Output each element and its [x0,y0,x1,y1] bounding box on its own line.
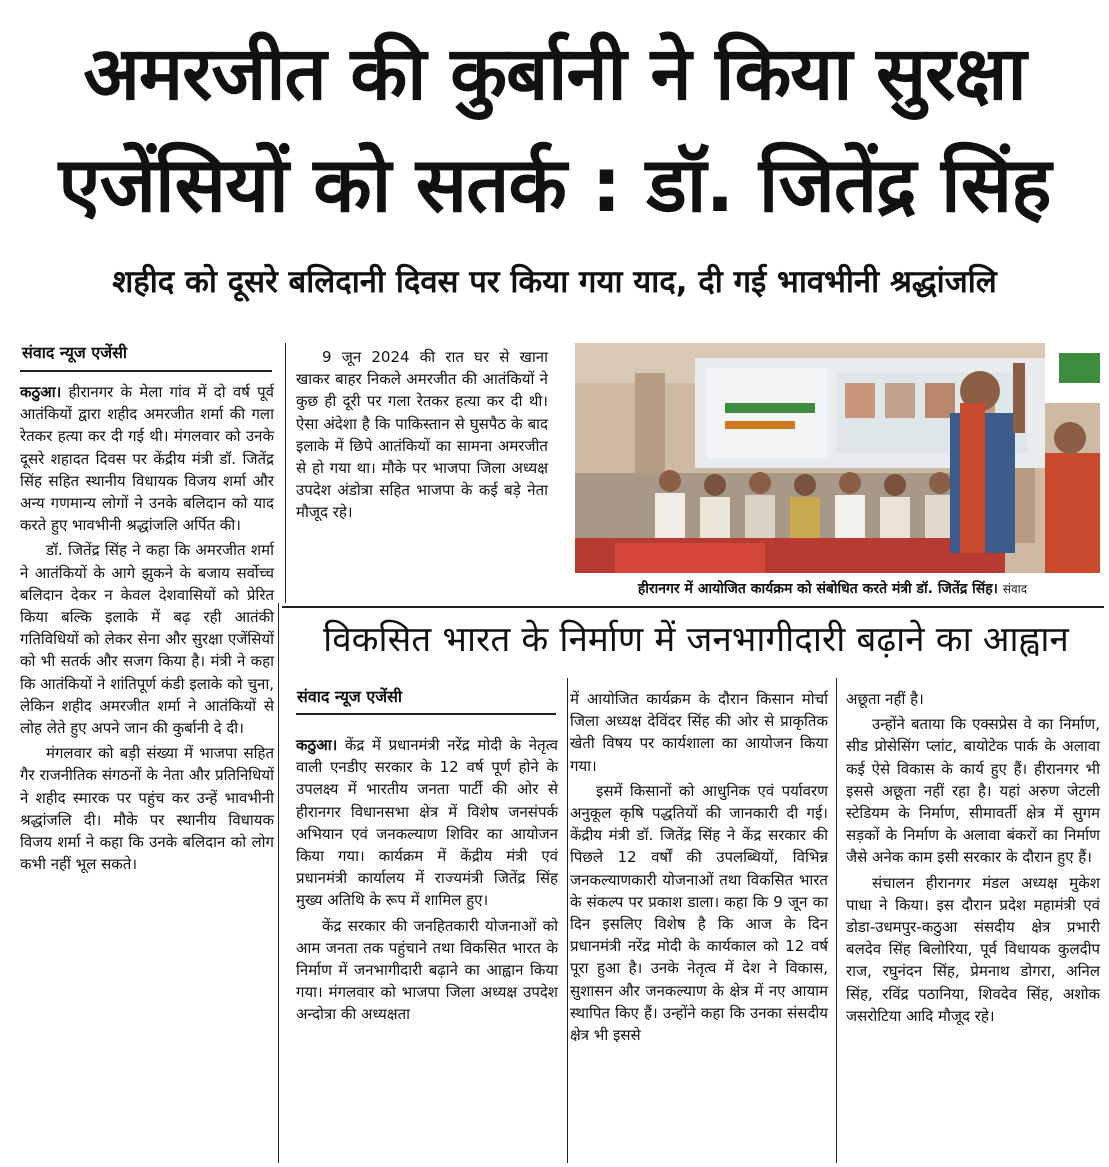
section-rule [282,606,1104,608]
main-headline-line-2: एजेंसियों को सतर्क : डॉ. जितेंद्र सिंह [58,140,1051,229]
story2-column-1 [296,734,558,1026]
column-rule [285,343,286,603]
story1-column-2 [296,346,548,524]
story2-paragraph-1-text: केंद्र में प्रधानमंत्री नरेंद्र मोदी के नेतृत्व वाली एनडीए सरकार के 12 वर्ष पूर्ण होने के उपलक्ष्य में भारतीय जनता पार्टी की ओर से हीरानगर विधानसभा क्षेत्र में विशेष जनसंपर्क अभियान एवं जनकल्याण शिविर का आयोजन किया गया। कार्यक्रम में केंद्रीय मंत्री एवं प्रधानमंत्री कार्यालय में राज्यमंत्री जितेंद्र सिंह मुख्य अतिथि के रूप में शामिल हुए। [296,736,558,910]
event-photo [575,343,1100,573]
story2-paragraph-4: इसमें किसानों को आधुनिक एवं पर्यावरण अनुकूल कृषि पद्धतियों की जानकारी दी गई। केंद्रीय मंत्री डॉ. जितेंद्र सिंह ने केंद्र सरकार की पिछले 12 वर्षों की उपलब्धियों, विभिन्न जनकल्याणकारी योजनाओं तथा विकसित भारत के संकल्प पर प्रकाश डाला। कहा कि 9 जून का दिन इसलिए विशेष है कि आज के दिन प्रधानमंत्री नरेंद्र मोदी के कार्यकाल को 12 वर्ष पूरा हुआ है। उनके नेतृत्व में देश ने विकास, सुशासन और जनकल्याण के क्षेत्र में नए आयाम स्थापित किए हैं। उन्होंने कहा कि उनका संसदीय क्षेत्र भी इससे [570,781,828,1045]
main-headline-line-1: अमरजीत की कुर्बानी ने किया सुरक्षा [83,31,1026,117]
story2-paragraph-5: अछूता नहीं है। [846,690,924,708]
story2-paragraph-3: में आयोजित कार्यक्रम के दौरान किसान मोर्चा जिला अध्यक्ष देविंदर सिंह की ओर से प्राकृतिक खेती विषय पर कार्यशाला का आयोजन किया गया। [570,690,828,775]
story1-paragraph-1-text: हीरानगर के मेला गांव में दो वर्ष पूर्व आतंकियों द्वारा शहीद अमरजीत शर्मा की गला रेतकर हत्या कर दी गई थी। मंगलवार को उनके दूसरे शहादत दिवस पर केंद्रीय मंत्री डॉ. जितेंद्र सिंह सहित स्थानीय विधायक विजय शर्मा और अन्य गणमान्य लोगों ने उनके बलिदान को याद करते हुए भावभीनी श्रद्धांजलि अर्पित की। [20,383,274,535]
byline-rule [20,370,272,372]
story1-byline: संवाद न्यूज एजेंसी [22,343,128,362]
story1-paragraph-1 [20,381,274,536]
story2-dateline: कठुआ। [296,736,338,754]
story1-column-1 [20,381,274,875]
story1-paragraph-4: 9 जून 2024 की रात घर से खाना खाकर बाहर निकले अमरजीत की आतंकियों ने कुछ ही दूरी पर गला रेतकर हत्या कर दी थी। ऐसा अंदेशा है कि पाकिस्तान से घुसपैठ के बाद इलाके में छिपे आतंकियों का सामना अमरजीत से हो गया था। मौके पर भाजपा जिला अध्यक्ष उपदेश अंडोत्रा सहित भाजपा के कई बड़े नेता मौजूद रहे। [296,348,548,522]
column-rule [836,678,837,1163]
photo-credit: संवाद [1002,582,1028,596]
story2-paragraph-6: उन्होंने बताया कि एक्सप्रेस वे का निर्माण, सीड प्रोसेसिंग प्लांट, बायोटेक पार्क के अलावा कई ऐसे विकास के कार्य हुए हैं। हीरानगर भी इससे अछूता नहीं रहा है। यहां अरुण जेटली स्टेडियम के निर्माण, सीमावर्ती क्षेत्र में सुगम सड़कों के निर्माण के अलावा बंकरों का निर्माण जैसे अनेक काम इसी सरकार के दौरान हुए हैं। [846,715,1100,867]
story2-headline: विकसित भारत के निर्माण में जनभागीदारी बढ़ाने का आह्वान [323,620,1069,660]
story2-byline: संवाद न्यूज एजेंसी [297,687,403,706]
story1-dateline: कठुआ। [20,383,62,401]
column-rule [567,678,568,1163]
sub-headline: शहीद को दूसरे बलिदानी दिवस पर किया गया याद, दी गई भावभीनी श्रद्धांजलि [112,264,997,300]
story1-paragraph-2: डॉ. जितेंद्र सिंह ने कहा कि अमरजीत शर्मा ने आतंकियों के आगे झुकने के बजाय सर्वोच्च बलिदान देकर न केवल देशवासियों को प्रेरित किया बल्कि इलाके में बढ़ रही आतंकी गतिविधियों को लेकर सेना और सुरक्षा एजेंसियों को भी सतर्क और सजग किया है। मंत्री ने कहा कि आतंकियों ने शांतिपूर्ण कंडी इलाके को चुना, लेकिन शहीद अमरजीत शर्मा ने आतंकियों से लोह लेते हुए अपने जान की कुर्बानी दे दी। [20,541,274,738]
story1-paragraph-3: मंगलवार को बड़ी संख्या में भाजपा सहित गैर राजनीतिक संगठनों के नेता और प्रतिनिधियों ने शहीद स्मारक पर पहुंच कर उन्हें भावभीनी श्रद्धांजलि दी। मौके पर स्थानीय विधायक विजय शर्मा ने कहा कि उनके बलिदान को लोग कभी नहीं भूल सकते। [20,744,274,874]
story2-column-2 [570,688,828,1046]
story2-column-3 [846,688,1100,1027]
photo-caption [560,578,1105,600]
story2-paragraph-7: संचालन हीरानगर मंडल अध्यक्ष मुकेश पाधा ने किया। इस दौरान प्रदेश महामंत्री एवं डोडा-उधमपुर-कठुआ संसदीय क्षेत्र प्रभारी बलदेव सिंह बिलोरिया, पूर्व विधायक कुलदीप राज, रघुनंदन सिंह, प्रेमनाथ डोगरा, अनिल सिंह, रविंद्र पठानिया, शिवदेव सिंह, अशोक जसरोटिया आदि मौजूद रहे। [846,873,1100,1025]
column-rule [278,603,279,1163]
photo-caption-text: हीरानगर में आयोजित कार्यक्रम को संबोधित करते मंत्री डॉ. जितेंद्र सिंह। [637,581,998,597]
story2-paragraph-1 [296,734,558,912]
byline-rule [296,713,556,715]
story2-paragraph-2: केंद्र सरकार की जनहितकारी योजनाओं को आम जनता तक पहुंचाने तथा विकसित भारत के निर्माण में जनभागीदारी बढ़ाने का आह्वान किया गया। मंगलवार को भाजपा जिला अध्यक्ष उपदेश अन्दोत्रा की अध्यक्षता [296,916,558,1024]
